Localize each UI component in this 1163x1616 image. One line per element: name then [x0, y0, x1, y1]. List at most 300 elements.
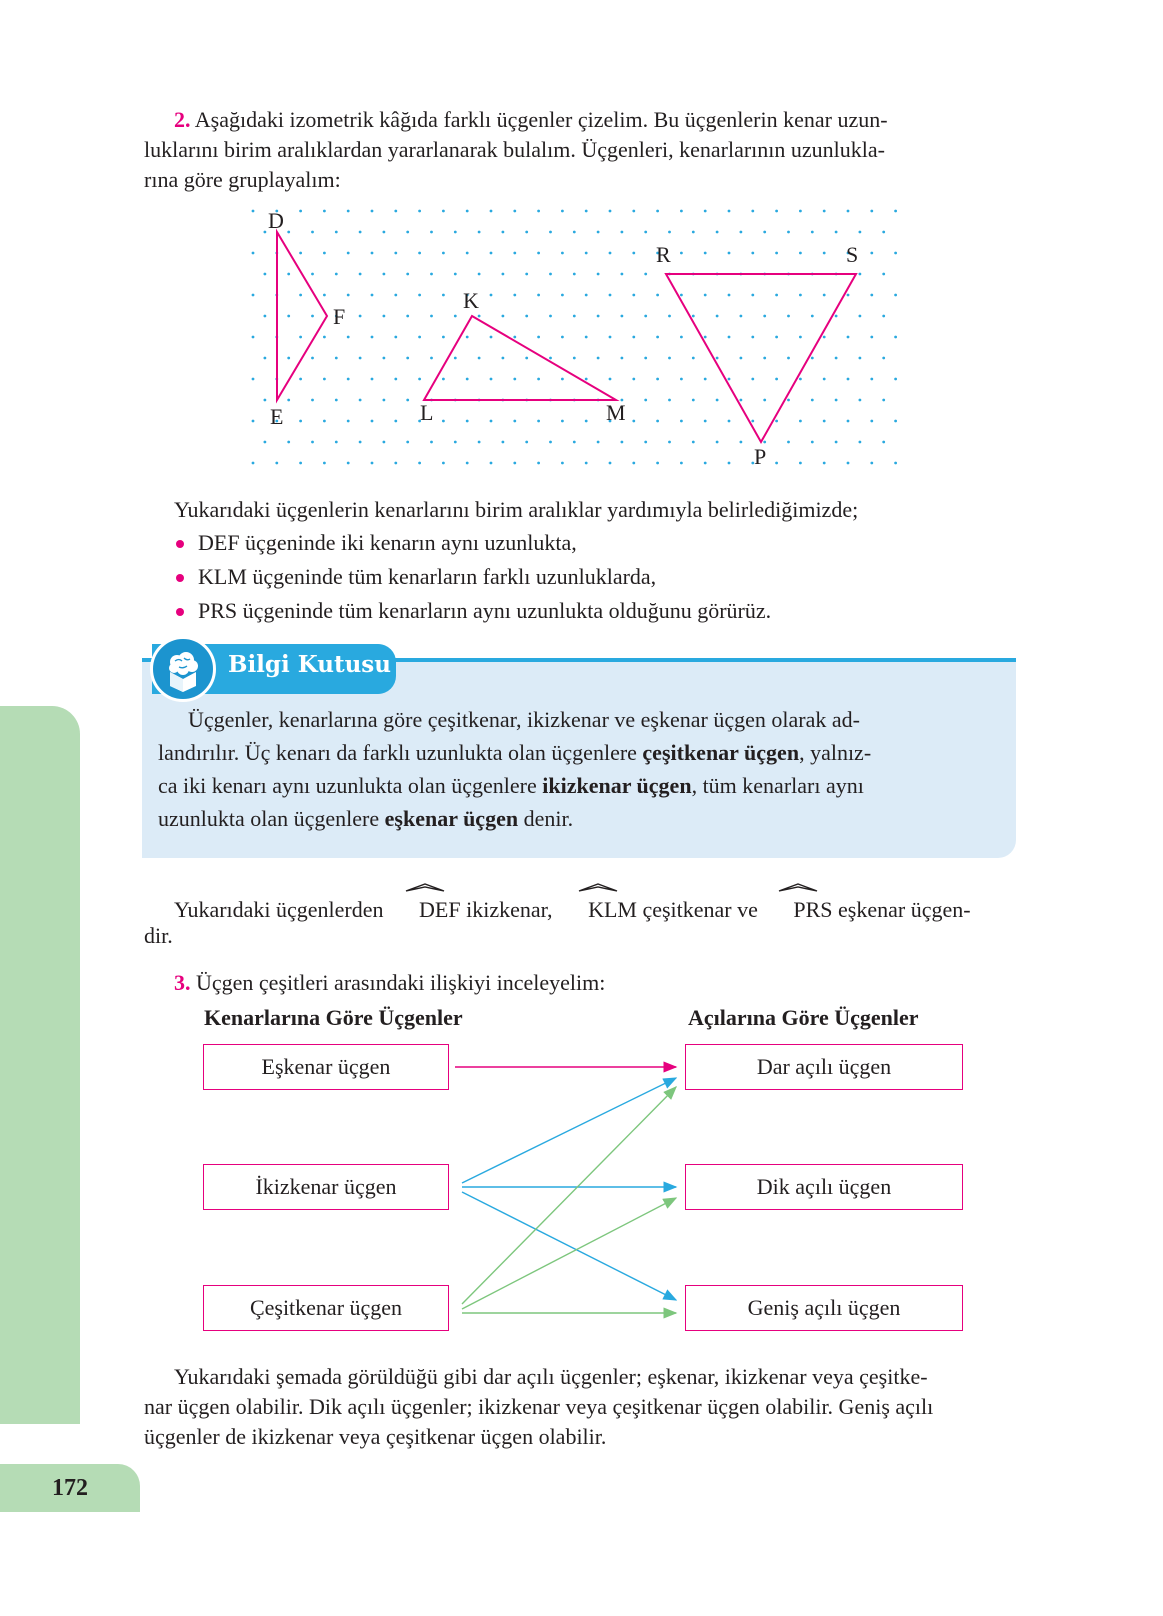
grid-dot [644, 399, 647, 402]
grid-dot [311, 399, 314, 402]
grid-dot [847, 378, 850, 381]
arrow-ikizkenar-dar [462, 1078, 676, 1183]
grid-dot [549, 231, 552, 234]
grid-dot [323, 336, 326, 339]
grid-dot [787, 441, 790, 444]
grid-dot [632, 420, 635, 423]
grid-dot [383, 441, 386, 444]
grid-dot [430, 273, 433, 276]
grid-dot [740, 315, 743, 318]
grid-dot [597, 273, 600, 276]
grid-dot [859, 273, 862, 276]
grid-dot [644, 357, 647, 360]
grid-dot [799, 420, 802, 423]
grid-dot [740, 441, 743, 444]
grid-dot [490, 378, 493, 381]
grid-dot [299, 336, 302, 339]
relation-arrows [0, 1030, 1163, 1330]
grid-dot [609, 294, 612, 297]
grid-dot [478, 441, 481, 444]
grid-dot [811, 399, 814, 402]
grid-dot [335, 441, 338, 444]
grid-dot [799, 378, 802, 381]
grid-dot [394, 462, 397, 465]
grid-dot [359, 231, 362, 234]
grid-dot [692, 315, 695, 318]
grid-dot [680, 420, 683, 423]
grid-dot [442, 420, 445, 423]
grid-dot [870, 462, 873, 465]
grid-dot [359, 357, 362, 360]
grid-dot [716, 357, 719, 360]
grid-dot [466, 378, 469, 381]
grid-dot [728, 294, 731, 297]
grid-dot [740, 231, 743, 234]
grid-dot [811, 441, 814, 444]
grid-dot [418, 210, 421, 213]
grid-dot [656, 294, 659, 297]
grid-dot [585, 420, 588, 423]
grid-dot [704, 336, 707, 339]
grid-dot [561, 378, 564, 381]
left-header: Kenarlarına Göre Üçgenler [204, 1005, 463, 1030]
observations-bullet: KLM üçgeninde tüm kenarların farklı uzunluklarda, [176, 562, 656, 592]
grid-dot [787, 315, 790, 318]
grid-dot [252, 210, 255, 213]
observations-intro: Yukarıdaki üçgenlerin kenarlarını birim aralıklar yardımıyla belirlediğimizde; [174, 497, 859, 522]
grid-dot [763, 231, 766, 234]
bullet-icon [176, 540, 184, 548]
grid-dot [454, 315, 457, 318]
grid-dot [549, 273, 552, 276]
triangle-klm [424, 316, 616, 400]
grid-dot [644, 231, 647, 234]
grid-dot [668, 231, 671, 234]
grid-dot [299, 252, 302, 255]
grid-dot [799, 294, 802, 297]
grid-dot [644, 273, 647, 276]
grid-dot [751, 378, 754, 381]
grid-dot [549, 357, 552, 360]
grid-dot [609, 378, 612, 381]
grid-dot [835, 357, 838, 360]
grid-dot [811, 357, 814, 360]
grid-dot [418, 462, 421, 465]
triangle-hat-icon [777, 881, 819, 893]
grid-dot [751, 252, 754, 255]
grid-dot [609, 462, 612, 465]
grid-dot [502, 315, 505, 318]
grid-dot [347, 462, 350, 465]
grid-dot [882, 357, 885, 360]
label-m: M [606, 400, 626, 425]
grid-dot [252, 294, 255, 297]
triangle-klm-notation: KLM [558, 895, 637, 925]
label-s: S [846, 242, 859, 267]
grid-dot [763, 399, 766, 402]
grid-dot [513, 462, 516, 465]
grid-dot [847, 336, 850, 339]
grid-dot [347, 252, 350, 255]
grid-dot [537, 336, 540, 339]
grid-dot [252, 378, 255, 381]
grid-dot [371, 462, 374, 465]
grid-dot [573, 441, 576, 444]
arrow-cesitkenar-dar [462, 1087, 676, 1304]
grid-dot [430, 357, 433, 360]
grid-dot [704, 210, 707, 213]
grid-dot [513, 378, 516, 381]
grid-dot [787, 231, 790, 234]
grid-dot [763, 315, 766, 318]
grid-dot [870, 420, 873, 423]
grid-dot [632, 462, 635, 465]
grid-dot [787, 399, 790, 402]
grid-dot [347, 420, 350, 423]
grid-dot [573, 231, 576, 234]
grid-dot [264, 315, 267, 318]
grid-dot [692, 357, 695, 360]
grid-dot [347, 294, 350, 297]
grid-dot [299, 420, 302, 423]
grid-dot [537, 462, 540, 465]
grid-dot [418, 336, 421, 339]
grid-dot [347, 210, 350, 213]
box-dik: Dik açılı üçgen [685, 1164, 963, 1210]
grid-dot [668, 441, 671, 444]
grid-dot [525, 273, 528, 276]
grid-dot [287, 399, 290, 402]
grid-dot [585, 210, 588, 213]
grid-dot [466, 336, 469, 339]
grid-dot [311, 357, 314, 360]
grid-dot [799, 252, 802, 255]
grid-dot [323, 378, 326, 381]
box-genis: Geniş açılı üçgen [685, 1285, 963, 1331]
grid-dot [502, 357, 505, 360]
grid-dot [870, 210, 873, 213]
grid-dot [692, 399, 695, 402]
grid-dot [323, 294, 326, 297]
box-dar: Dar açılı üçgen [685, 1044, 963, 1090]
grid-dot [502, 273, 505, 276]
item2-line3: rına göre gruplayalım: [144, 167, 341, 192]
grid-dot [597, 441, 600, 444]
item2-line1: Aşağıdaki izometrik kâğıda farklı üçgenler çizelim. Bu üçgenlerin kenar uzun- [194, 107, 888, 132]
grid-dot [859, 357, 862, 360]
conclusion-paragraph: Yukarıdaki üçgenlerden DEF ikizkenar, KLM çeşitkenar ve PRS eşkenar üçgen- dir. [144, 895, 1016, 951]
grid-dot [454, 273, 457, 276]
grid-dot [585, 378, 588, 381]
grid-dot [882, 231, 885, 234]
item2-number: 2. [174, 107, 191, 132]
grid-dot [740, 357, 743, 360]
grid-dot [811, 315, 814, 318]
grid-dot [621, 273, 624, 276]
grid-dot [573, 273, 576, 276]
grid-dot [406, 273, 409, 276]
grid-dot [406, 315, 409, 318]
grid-dot [383, 315, 386, 318]
grid-dot [870, 336, 873, 339]
grid-dot [513, 252, 516, 255]
grid-dot [668, 357, 671, 360]
grid-dot [728, 420, 731, 423]
grid-dot [561, 294, 564, 297]
grid-dot [264, 399, 267, 402]
grid-dot [882, 399, 885, 402]
item2-line2: luklarını birim aralıklardan yararlanarak bulalım. Üçgenleri, kenarlarının uzunlukla- [144, 137, 885, 162]
grid-dot [656, 420, 659, 423]
grid-dot [716, 315, 719, 318]
grid-dot [442, 462, 445, 465]
grid-dot [799, 336, 802, 339]
grid-dot [406, 357, 409, 360]
grid-dot [335, 399, 338, 402]
grid-dot [537, 252, 540, 255]
grid-dot [775, 378, 778, 381]
grid-dot [383, 357, 386, 360]
grid-dot [537, 420, 540, 423]
grid-dot [716, 399, 719, 402]
grid-dot [680, 210, 683, 213]
grid-dot [525, 231, 528, 234]
grid-dot [894, 210, 897, 213]
grid-dot [371, 252, 374, 255]
grid-dot [573, 315, 576, 318]
label-d: D [268, 208, 284, 233]
grid-dot [894, 378, 897, 381]
grid-dot [371, 210, 374, 213]
grid-dot [787, 357, 790, 360]
grid-dot [835, 399, 838, 402]
label-l: L [420, 400, 434, 425]
grid-dot [823, 336, 826, 339]
grid-dot [490, 420, 493, 423]
grid-dot [775, 294, 778, 297]
grid-dot [894, 294, 897, 297]
grid-dot [323, 252, 326, 255]
grid-dot [680, 252, 683, 255]
page-sidebar [0, 706, 80, 1424]
grid-dot [430, 231, 433, 234]
grid-dot [311, 273, 314, 276]
grid-dot [847, 210, 850, 213]
grid-dot [823, 210, 826, 213]
grid-dot [882, 273, 885, 276]
grid-dot [882, 441, 885, 444]
grid-dot [466, 420, 469, 423]
label-f: F [333, 304, 346, 329]
grid-dot [894, 420, 897, 423]
grid-dot [704, 252, 707, 255]
grid-dot [704, 294, 707, 297]
grid-dot [823, 420, 826, 423]
grid-dot [632, 210, 635, 213]
grid-dot [287, 357, 290, 360]
grid-dot [847, 294, 850, 297]
grid-dot [311, 315, 314, 318]
grid-dot [418, 252, 421, 255]
grid-dot [394, 336, 397, 339]
grid-dot [847, 420, 850, 423]
observations-bullet: PRS üçgeninde tüm kenarların aynı uzunlukta olduğunu görürüz. [176, 596, 771, 626]
grid-dot [751, 420, 754, 423]
grid-dot [442, 336, 445, 339]
grid-dot [454, 231, 457, 234]
grid-dot [894, 462, 897, 465]
box-ikizkenar: İkizkenar üçgen [203, 1164, 449, 1210]
grid-dot [513, 336, 516, 339]
label-r: R [656, 242, 671, 267]
grid-dot [323, 462, 326, 465]
grid-dot [264, 273, 267, 276]
grid-dot [335, 231, 338, 234]
grid-dot [490, 252, 493, 255]
grid-dot [716, 231, 719, 234]
grid-dot [490, 336, 493, 339]
grid-dot [478, 357, 481, 360]
grid-dot [454, 357, 457, 360]
box-cesitkenar: Çeşitkenar üçgen [203, 1285, 449, 1331]
grid-dot [775, 252, 778, 255]
grid-dot [371, 294, 374, 297]
grid-dot [859, 315, 862, 318]
grid-dot [585, 462, 588, 465]
grid-dot [502, 441, 505, 444]
grid-dot [252, 420, 255, 423]
grid-dot [668, 315, 671, 318]
grid-dot [609, 252, 612, 255]
grid-dot [859, 441, 862, 444]
grid-dot [287, 441, 290, 444]
brain-box-icon [150, 636, 216, 702]
grid-dot [323, 210, 326, 213]
grid-dot [311, 231, 314, 234]
grid-dot [799, 462, 802, 465]
grid-dot [763, 357, 766, 360]
grid-dot [442, 378, 445, 381]
grid-dot [525, 441, 528, 444]
observations-bullet: DEF üçgeninde iki kenarın aynı uzunlukta, [176, 528, 577, 558]
grid-dot [894, 336, 897, 339]
grid-dot [299, 294, 302, 297]
label-e: E [270, 404, 284, 429]
item3-line: 3. Üçgen çeşitleri arasındaki ilişkiyi inceleyelim: [174, 970, 606, 995]
grid-dot [287, 315, 290, 318]
grid-dot [692, 441, 695, 444]
grid-dot [406, 231, 409, 234]
grid-dot [870, 252, 873, 255]
arrow-cesitkenar-dik [462, 1198, 676, 1309]
grid-dot [537, 210, 540, 213]
grid-dot [870, 294, 873, 297]
grid-dot [656, 378, 659, 381]
grid-dot [632, 294, 635, 297]
info-line1: Üçgenler, kenarlarına göre çeşitkenar, ikizkenar ve eşkenar üçgen olarak ad- [188, 707, 860, 732]
grid-dot [894, 252, 897, 255]
grid-dot [478, 231, 481, 234]
grid-dot [371, 420, 374, 423]
grid-dot [656, 336, 659, 339]
grid-dot [359, 399, 362, 402]
grid-dot [835, 441, 838, 444]
grid-dot [252, 336, 255, 339]
grid-dot [585, 294, 588, 297]
grid-dot [478, 273, 481, 276]
grid-dot [466, 210, 469, 213]
grid-dot [466, 252, 469, 255]
grid-dot [490, 294, 493, 297]
grid-dot [835, 231, 838, 234]
grid-dot [513, 420, 516, 423]
grid-dot [847, 462, 850, 465]
grid-dot [597, 231, 600, 234]
grid-dot [870, 378, 873, 381]
grid-dot [692, 231, 695, 234]
grid-dot [537, 378, 540, 381]
grid-dot [680, 336, 683, 339]
item3-number: 3. [174, 970, 191, 995]
grid-dot [621, 315, 624, 318]
grid-dot [442, 294, 445, 297]
grid-dot [751, 294, 754, 297]
grid-dot [275, 462, 278, 465]
grid-dot [763, 441, 766, 444]
info-box-text: Üçgenler, kenarlarına göre çeşitkenar, ikizkenar ve eşkenar üçgen olarak ad- landırılır. Üç kenarı da farklı uzunlukta olan üçgenlere çeşitkenar üçgen, yalnız- ca iki kenarı aynı uzunlukta olan üçgenlere ikizkenar üçgen, tüm kenarları aynı uzunlukta olan üçgenlere eşkenar üçgen denir. [158, 703, 996, 835]
grid-dot [371, 336, 374, 339]
grid-dot [775, 462, 778, 465]
grid-dot [311, 441, 314, 444]
grid-dot [406, 441, 409, 444]
grid-dot [299, 462, 302, 465]
grid-dot [728, 378, 731, 381]
grid-dot [775, 210, 778, 213]
grid-dot [406, 399, 409, 402]
grid-dot [561, 420, 564, 423]
grid-dot [561, 462, 564, 465]
triangle-hat-icon [404, 881, 446, 893]
grid-dot [323, 420, 326, 423]
grid-dot [668, 399, 671, 402]
grid-dot [549, 315, 552, 318]
grid-dot [549, 441, 552, 444]
grid-dot [823, 378, 826, 381]
grid-dot [728, 252, 731, 255]
grid-dot [394, 210, 397, 213]
grid-dot [680, 378, 683, 381]
triangle-def [277, 232, 327, 400]
grid-dot [454, 441, 457, 444]
grid-dot [490, 462, 493, 465]
grid-dot [740, 399, 743, 402]
isometric-figure [0, 0, 1163, 480]
grid-dot [359, 273, 362, 276]
label-k: K [463, 288, 479, 313]
grid-dot [632, 336, 635, 339]
arrow-ikizkenar-genis [462, 1192, 676, 1300]
grid-dot [394, 294, 397, 297]
grid-dot [335, 273, 338, 276]
grid-dot [502, 231, 505, 234]
grid-dot [644, 441, 647, 444]
grid-dot [704, 378, 707, 381]
grid-dot [716, 441, 719, 444]
grid-dot [442, 252, 445, 255]
grid-dot [728, 462, 731, 465]
grid-dot [299, 210, 302, 213]
grid-dot [704, 462, 707, 465]
